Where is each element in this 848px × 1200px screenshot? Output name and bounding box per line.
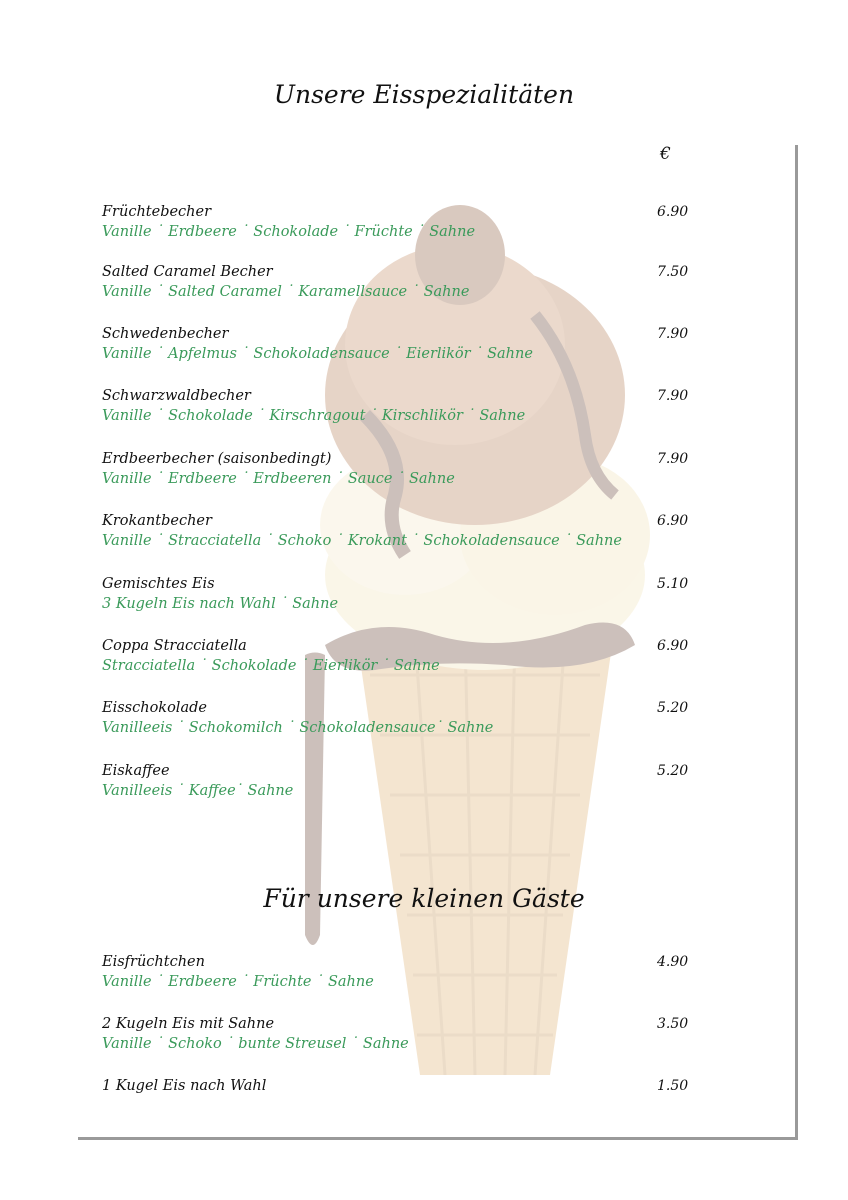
item-description: Vanille ˙ Stracciatella ˙ Schoko ˙ Krokant ˙ Schokoladensauce ˙ Sahne	[102, 533, 622, 549]
menu-item	[102, 386, 702, 426]
item-name: Eisschokolade	[102, 700, 207, 716]
item-price: 5.20	[657, 763, 689, 779]
menu-item	[102, 324, 702, 364]
item-price: 5.10	[657, 576, 689, 592]
item-name: Schwarzwaldbecher	[102, 388, 251, 404]
item-price: 6.90	[657, 204, 689, 220]
item-price: 5.20	[657, 700, 689, 716]
item-description: Vanille ˙ Apfelmus ˙ Schokoladensauce ˙ Eierlikör ˙ Sahne	[102, 346, 533, 362]
page-shadow-right	[795, 145, 798, 1140]
item-price: 7.50	[657, 264, 689, 280]
menu-title: Unsere Eisspezialitäten	[273, 80, 575, 109]
item-description: Vanille ˙ Erdbeere ˙ Früchte ˙ Sahne	[102, 974, 374, 990]
item-name: 2 Kugeln Eis mit Sahne	[102, 1016, 275, 1032]
kids-menu-item	[102, 1014, 702, 1054]
menu-item	[102, 511, 702, 551]
kids-section-title: Für unsere kleinen Gäste	[263, 884, 585, 913]
item-description: Vanille ˙ Erdbeere ˙ Schokolade ˙ Früchte ˙ Sahne	[102, 224, 476, 240]
item-name: Eisfrüchtchen	[102, 954, 205, 970]
menu-item	[102, 698, 702, 738]
item-price: 3.50	[657, 1016, 689, 1032]
menu-item	[102, 262, 702, 302]
kids-menu-item	[102, 1076, 702, 1096]
menu-item	[102, 761, 702, 801]
item-name: Salted Caramel Becher	[102, 264, 273, 280]
item-description: Vanille ˙ Schokolade ˙ Kirschragout ˙ Kirschlikör ˙ Sahne	[102, 408, 526, 424]
item-name: Schwedenbecher	[102, 326, 229, 342]
currency-symbol: €	[660, 144, 671, 164]
item-price: 1.50	[657, 1078, 689, 1094]
item-price: 6.90	[657, 638, 689, 654]
menu-item	[102, 202, 702, 242]
item-description: Vanille ˙ Salted Caramel ˙ Karamellsauce ˙ Sahne	[102, 284, 470, 300]
item-name: Krokantbecher	[102, 513, 212, 529]
item-name: Erdbeerbecher (saisonbedingt)	[102, 451, 332, 467]
item-price: 6.90	[657, 513, 689, 529]
item-description: 3 Kugeln Eis nach Wahl ˙ Sahne	[102, 596, 339, 612]
item-name: Coppa Stracciatella	[102, 638, 247, 654]
page-shadow-bottom	[78, 1137, 798, 1140]
item-description: Vanilleeis ˙ Schokomilch ˙ Schokoladensauce˙ Sahne	[102, 720, 494, 736]
item-description: Vanilleeis ˙ Kaffee˙ Sahne	[102, 783, 294, 799]
item-name: Eiskaffee	[102, 763, 170, 779]
item-name: 1 Kugel Eis nach Wahl	[102, 1078, 267, 1094]
kids-menu-item	[102, 952, 702, 992]
item-price: 7.90	[657, 326, 689, 342]
item-name: Gemischtes Eis	[102, 576, 215, 592]
item-description: Vanille ˙ Erdbeere ˙ Erdbeeren ˙ Sauce ˙ Sahne	[102, 471, 455, 487]
item-price: 7.90	[657, 451, 689, 467]
menu-item	[102, 636, 702, 676]
menu-item	[102, 574, 702, 614]
menu-item	[102, 449, 702, 489]
item-price: 7.90	[657, 388, 689, 404]
item-description: Vanille ˙ Schoko ˙ bunte Streusel ˙ Sahne	[102, 1036, 409, 1052]
item-price: 4.90	[657, 954, 689, 970]
item-description: Stracciatella ˙ Schokolade ˙ Eierlikör ˙ Sahne	[102, 658, 440, 674]
item-name: Früchtebecher	[102, 204, 212, 220]
